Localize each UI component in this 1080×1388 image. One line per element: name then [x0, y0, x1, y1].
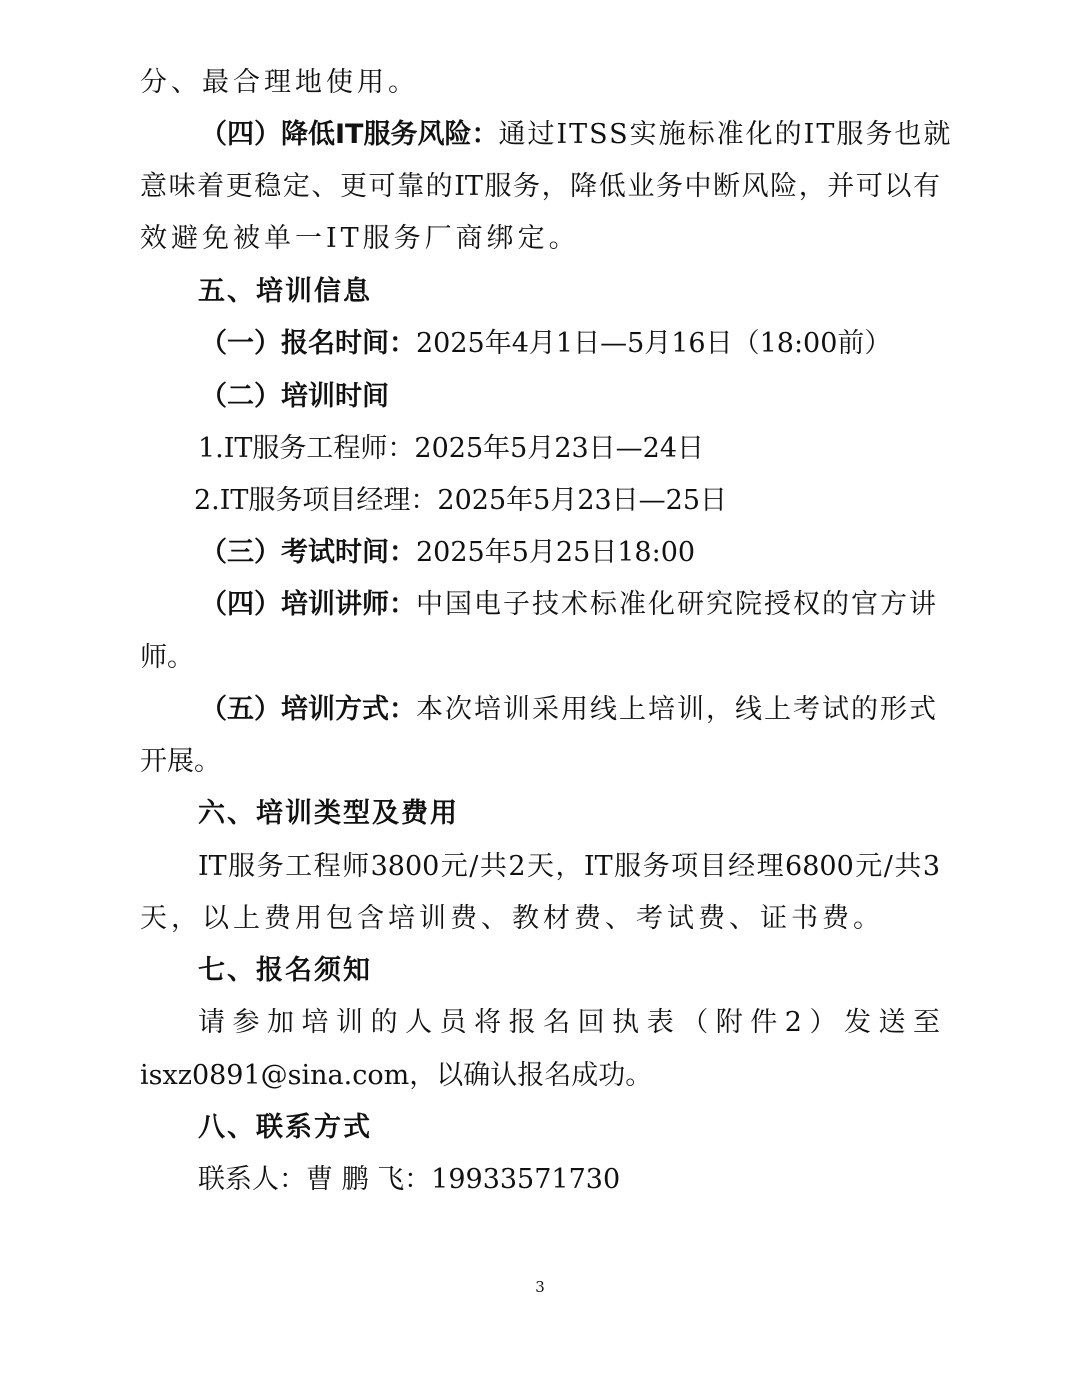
section-label: （一）报名时间：	[200, 328, 416, 359]
registration-line-1: 请参加培训的人员将报名回执表（附件2）发送至	[198, 1007, 940, 1038]
training-mode-value: 本次培训采用线上培训，线上考试的形式	[416, 694, 938, 725]
heading-fees: 六、培训类型及费用	[198, 798, 459, 829]
paragraph-line: 分、最合理地使用。	[140, 67, 419, 98]
training-time-item-2: 2.IT服务项目经理：2025年5月23日—25日	[194, 485, 728, 516]
training-mode	[200, 693, 940, 727]
paragraph-line: 师。	[140, 642, 194, 673]
registration-time	[200, 327, 891, 361]
contact-line: 联系人：曹 鹏 飞：19933571730	[198, 1164, 621, 1195]
trainer	[200, 588, 940, 622]
paragraph-text: 通过ITSS实施标准化的IT服务也就	[498, 119, 953, 150]
fee-line-2: 天，以上费用包含培训费、教材费、考试费、证书费。	[140, 903, 884, 934]
section-label: （二）培训时间	[200, 381, 389, 412]
fee-line-1: IT服务工程师3800元/共2天，IT服务项目经理6800元/共3	[198, 851, 940, 882]
registration-time-value: 2025年4月1日—5月16日（18:00前）	[416, 328, 892, 359]
training-time-heading	[200, 380, 389, 414]
trainer-value: 中国电子技术标准化研究院授权的官方讲	[416, 589, 938, 620]
registration-line-2: isxz0891@sina.com，以确认报名成功。	[140, 1060, 653, 1091]
section-label: （五）培训方式：	[200, 694, 416, 725]
section-label: （四）培训讲师：	[200, 589, 416, 620]
page-number: 3	[535, 1278, 545, 1296]
heading-training-info: 五、培训信息	[198, 276, 372, 307]
exam-time	[200, 536, 695, 570]
heading-contact: 八、联系方式	[198, 1112, 372, 1143]
section-label: （四）降低IT服务风险：	[200, 119, 499, 150]
paragraph-line: 效避免被单一IT服务厂商绑定。	[140, 223, 580, 254]
section-4-risk	[200, 118, 953, 152]
exam-time-value: 2025年5月25日18:00	[416, 537, 696, 568]
section-label: （三）考试时间：	[200, 537, 416, 568]
paragraph-line: 开展。	[140, 746, 221, 777]
heading-registration-notes: 七、报名须知	[198, 955, 372, 986]
training-time-item-1: 1.IT服务工程师：2025年5月23日—24日	[198, 433, 705, 464]
paragraph-line: 意味着更稳定、更可靠的IT服务，降低业务中断风险，并可以有	[140, 171, 940, 202]
